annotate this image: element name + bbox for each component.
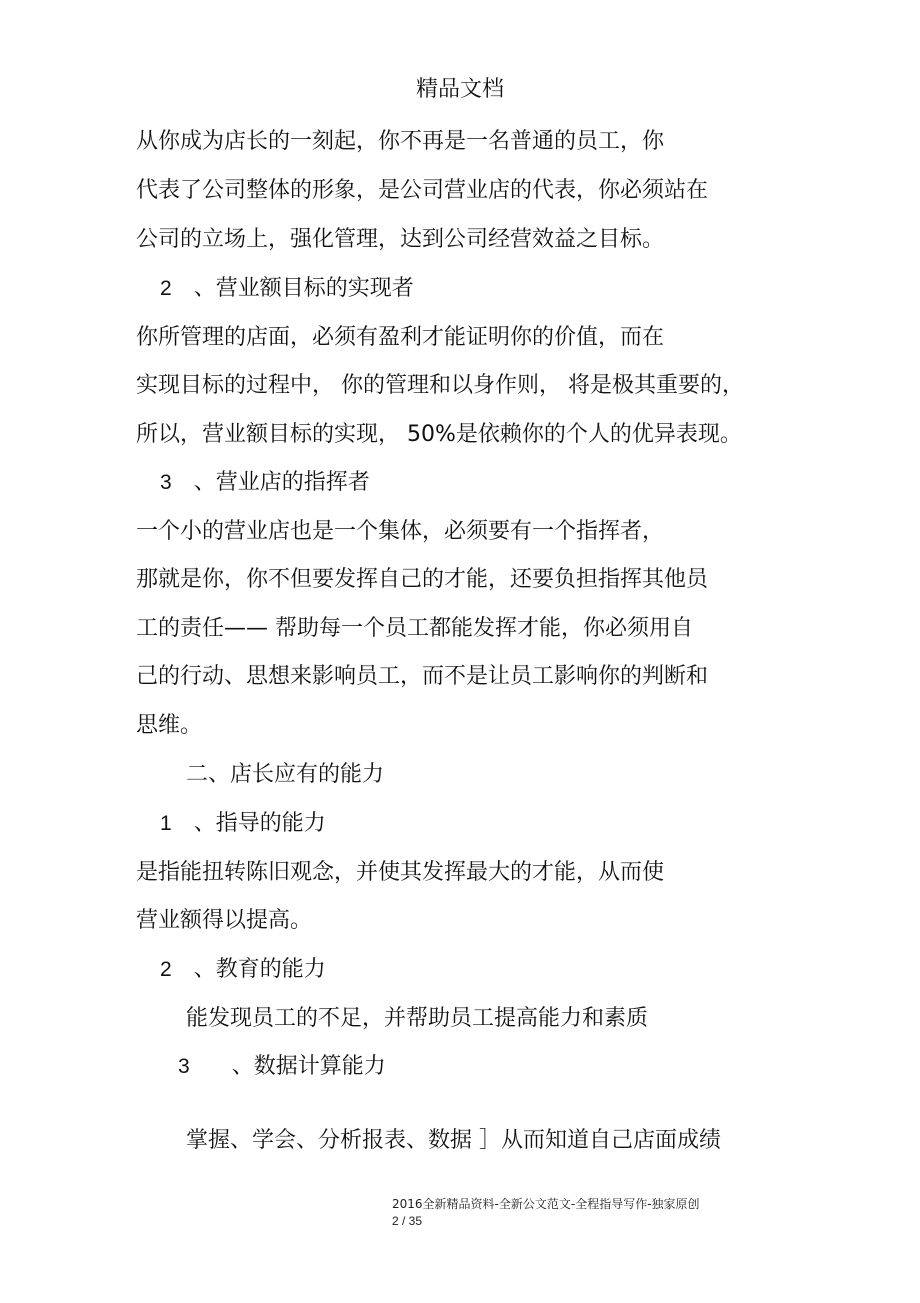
subheading-number: 1	[160, 812, 172, 835]
paragraph-line: 营业额得以提高。	[136, 908, 313, 933]
page-header-title: 精品文档	[415, 77, 504, 102]
subheading-text: 、营业额目标的实现者	[193, 276, 414, 301]
subheading-number: 3	[178, 1055, 190, 1078]
subheading-revenue-target	[160, 274, 414, 304]
subheading-store-commander	[160, 468, 370, 498]
paragraph-line: 公司的立场上，强化管理，达到公司经营效益之目标。	[136, 227, 665, 252]
subheading-data-calculation	[178, 1052, 386, 1082]
subheading-text: 、指导的能力	[193, 811, 326, 836]
subheading-guidance	[160, 809, 326, 839]
paragraph-line: 从你成为店长的一刻起，你不再是一名普通的员工，你	[136, 129, 665, 154]
paragraph-line: 是指能扭转陈旧观念，并使其发挥最大的才能，从而使	[136, 860, 665, 885]
subheading-text: 、教育的能力	[193, 957, 326, 982]
section-heading: 二、店长应有的能力	[186, 762, 385, 787]
paragraph-line: 己的行动、思想来影响员工，而不是让员工影响你的判断和	[136, 664, 709, 689]
page-number: 2 / 35	[392, 1214, 423, 1228]
subheading-text: 、数据计算能力	[231, 1054, 386, 1079]
paragraph-line: 代表了公司整体的形象，是公司营业店的代表，你必须站在	[136, 178, 709, 203]
paragraph-line: 工的责任—— 帮助每一个员工都能发挥才能，你必须用自	[136, 616, 693, 641]
paragraph-line: 能发现员工的不足，并帮助员工提高能力和素质	[186, 1006, 649, 1031]
paragraph-line: 思维。	[136, 713, 203, 738]
subheading-text: 、营业店的指挥者	[193, 470, 370, 495]
paragraph-line: 一个小的营业店也是一个集体，必须要有一个指挥者，	[136, 519, 665, 544]
subheading-number: 2	[160, 277, 172, 300]
paragraph-line: 你所管理的店面，必须有盈利才能证明你的价值，而在	[136, 325, 665, 350]
paragraph-line: 所以，营业额目标的实现， 50%是依赖你的个人的优异表现。	[136, 422, 742, 447]
subheading-number: 2	[160, 958, 172, 981]
paragraph-line: 那就是你，你不但要发挥自己的才能，还要负担指挥其他员	[136, 567, 709, 592]
paragraph-line: 掌握、学会、分析报表、数据 ］从而知道自己店面成绩	[186, 1128, 721, 1153]
subheading-number: 3	[160, 471, 172, 494]
footer-banner-text: 2016全新精品资料-全新公文范文-全程指导写作-独家原创	[392, 1197, 700, 1211]
paragraph-line: 实现目标的过程中， 你的管理和以身作则， 将是极其重要的，	[136, 373, 744, 398]
subheading-education	[160, 955, 326, 985]
